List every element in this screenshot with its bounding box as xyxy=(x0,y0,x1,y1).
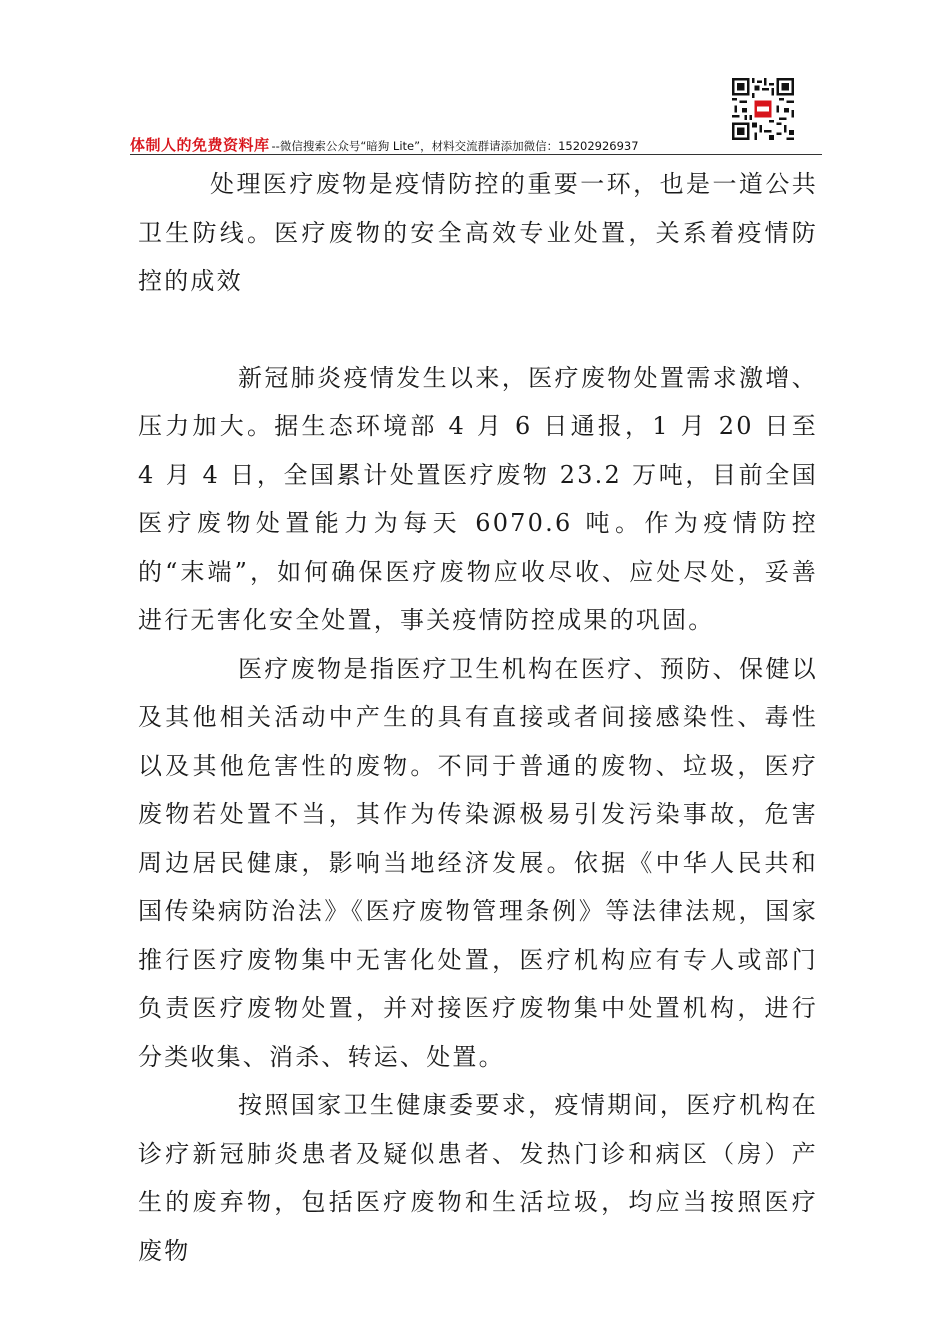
body-paragraph: 医疗废物是指医疗卫生机构在医疗、预防、保健以及其他相关活动中产生的具有直接或者间接感染性、毒性以及其他危害性的废物。不同于普通的废物、垃圾，医疗废物若处置不当，其作为传染源极易引发污染事故，危害周边居民健康，影响当地经济发展。依据《中华人民共和国传染病防治法》《医疗废物管理条例》等法律法规，国家推行医疗废物集中无害化处置，医疗机构应有专人或部门负责医疗废物处置，并对接医疗废物集中处置机构，进行分类收集、消杀、转运、处置。 xyxy=(138,654,818,1071)
body-paragraph: 按照国家卫生健康委要求，疫情期间，医疗机构在诊疗新冠肺炎患者及疑似患者、发热门诊和病区（房）产生的废弃物，包括医疗废物和生活垃圾，均应当按照医疗废物 xyxy=(138,1091,818,1265)
qr-code-icon xyxy=(732,78,794,140)
header-text xyxy=(130,134,639,155)
page-header xyxy=(130,78,822,156)
header-divider xyxy=(130,154,822,155)
header-tagline: --微信搜索公众号“暗狗 Lite”，材料交流群请添加微信：15202926937 xyxy=(271,139,639,153)
document-body xyxy=(138,160,818,1275)
brand-title: 体制人的免费资料库 xyxy=(130,136,270,154)
lead-paragraph: 处理医疗废物是疫情防控的重要一环，也是一道公共卫生防线。医疗废物的安全高效专业处置，关系着疫情防控的成效 xyxy=(138,170,818,295)
paragraph-spacer xyxy=(138,306,818,354)
body-paragraph: 新冠肺炎疫情发生以来，医疗废物处置需求激增、压力加大。据生态环境部 4 月 6 日通报，1 月 20 日至 4 月 4 日，全国累计处置医疗废物 23.2 万吨，目前全国医疗废物处置能力为每天 6070.6 吨。作为疫情防控的“末端”，如何确保医疗废物应收尽收、应处尽处，妥善进行无害化安全处置，事关疫情防控成果的巩固。 xyxy=(138,363,818,634)
